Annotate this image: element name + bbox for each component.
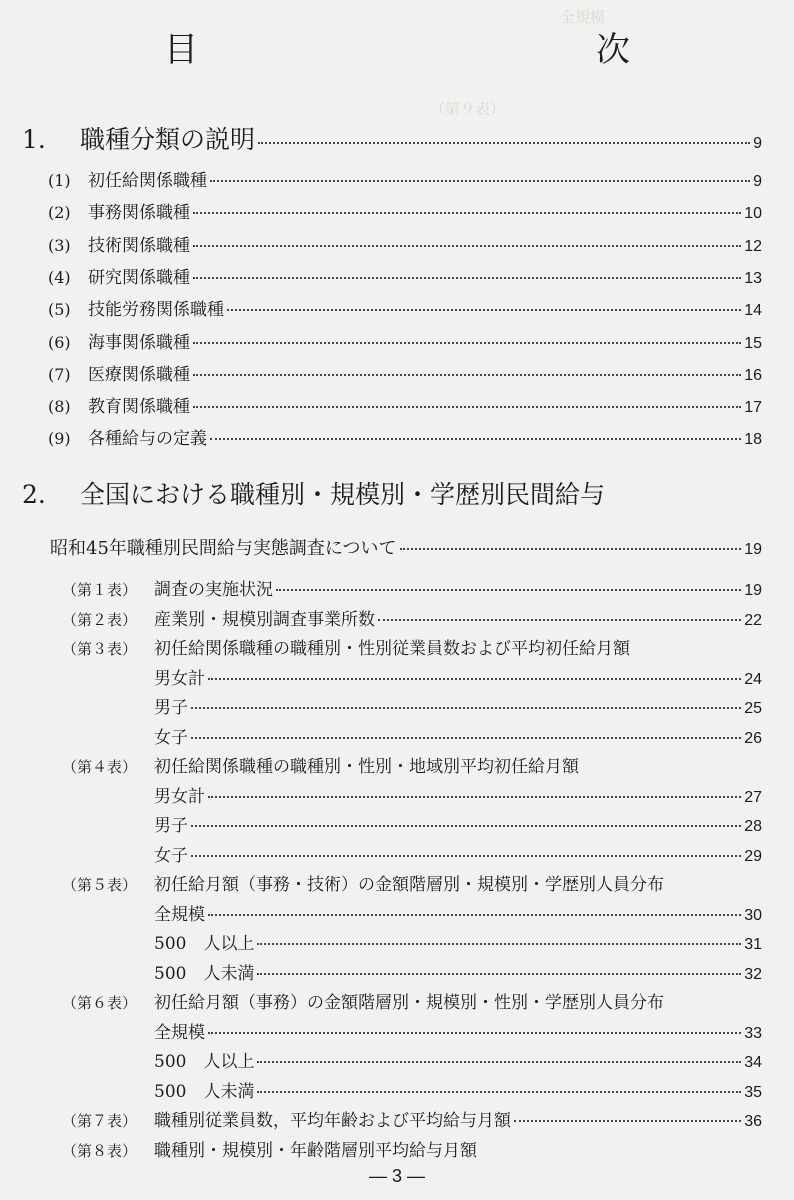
dot-leader	[191, 855, 741, 857]
dot-leader	[208, 678, 741, 680]
page-number: 9	[753, 173, 762, 190]
entry-index: (8)	[48, 397, 71, 417]
dot-leader	[257, 973, 741, 975]
entry-label: 初任給月額（事務）の金額階層別・規模別・性別・学歴別人員分布	[154, 993, 664, 1013]
dot-leader	[257, 1091, 741, 1093]
toc-table-subentry[interactable]	[154, 1077, 762, 1101]
page-number: 24	[744, 670, 762, 688]
page-number: 19	[744, 582, 762, 599]
entry-index: (6)	[48, 332, 71, 352]
page-number: 32	[744, 965, 762, 983]
dot-leader	[191, 825, 741, 827]
survey-entry[interactable]	[50, 534, 762, 558]
page-number: 13	[744, 269, 762, 287]
page-number: 26	[744, 729, 762, 747]
entry-label: 技術関係職種	[88, 235, 190, 256]
toc-table-entry[interactable]	[62, 575, 762, 599]
toc-table-subentry[interactable]	[154, 811, 762, 835]
page-number: 18	[744, 431, 762, 449]
entry-label: 500 人未満	[154, 1081, 255, 1102]
page-number: 29	[744, 847, 762, 865]
entry-label: 男子	[154, 698, 188, 718]
toc-table-entry[interactable]	[62, 1136, 762, 1160]
entry-label: 男子	[154, 816, 188, 836]
entry-label: 研究関係職種	[88, 267, 190, 288]
dot-leader	[227, 309, 741, 311]
page-number: 10	[744, 205, 762, 223]
entry-label: 職種別従業員数，平均年齢および平均給与月額	[154, 1111, 511, 1131]
entry-label: 女子	[154, 845, 188, 866]
page-number: 31	[744, 936, 762, 953]
dot-leader	[208, 914, 741, 916]
entry-label: 各種給与の定義	[88, 429, 207, 450]
page-footer: — 3 —	[368, 1166, 425, 1186]
toc-table-entry[interactable]	[62, 988, 762, 1012]
entry-index: （第８表）	[62, 1141, 138, 1160]
page-number: 33	[744, 1024, 762, 1042]
toc-subsection-entry[interactable]	[48, 328, 762, 352]
toc-table-subentry[interactable]	[154, 1047, 762, 1071]
dot-leader	[514, 1120, 741, 1122]
entry-index: （第２表）	[62, 610, 138, 629]
dot-leader	[257, 1061, 741, 1063]
entry-label: 500 人未満	[154, 963, 255, 984]
entry-label: 初任給関係職種	[88, 171, 207, 191]
dot-leader	[191, 707, 741, 709]
toc-subsection-entry[interactable]	[48, 231, 762, 255]
toc-table-entry[interactable]	[62, 752, 762, 776]
page-number: 14	[744, 302, 762, 320]
entry-index: (3)	[48, 235, 71, 255]
dot-leader	[210, 438, 741, 440]
toc-table-subentry[interactable]	[154, 900, 762, 924]
entry-label: 教育関係職種	[88, 397, 190, 418]
dot-leader	[193, 406, 741, 408]
section-2-number: 2.	[22, 480, 46, 509]
entry-label: 全規模	[154, 1022, 205, 1043]
entry-index: （第６表）	[62, 994, 138, 1012]
page-number: 12	[744, 237, 762, 255]
toc-table-subentry[interactable]	[154, 959, 762, 983]
toc-table-subentry[interactable]	[154, 782, 762, 806]
dot-leader	[400, 548, 742, 550]
page-number: 15	[744, 334, 762, 352]
entry-index: (1)	[48, 171, 71, 190]
entry-index: （第４表）	[62, 758, 138, 776]
entry-index: （第３表）	[62, 640, 138, 658]
dot-leader	[378, 619, 741, 621]
section-2-label: 全国における職種別・規模別・学歴別民間給与	[80, 480, 606, 509]
toc-subsection-entry[interactable]	[48, 392, 762, 416]
entry-label: 技能労務関係職種	[88, 300, 224, 321]
dot-leader	[208, 1032, 741, 1034]
bleed-through-text: 全規模	[560, 8, 606, 26]
section-1-label: 職種分類の説明	[80, 125, 256, 154]
entry-label: 初任給月額（事務・技術）の金額階層別・規模別・学歴別人員分布	[154, 875, 664, 895]
entry-label: 女子	[154, 727, 188, 748]
page-number: 30	[744, 906, 762, 924]
entry-index: （第７表）	[62, 1112, 138, 1130]
section-2-heading[interactable]	[22, 475, 605, 511]
toc-table-subentry[interactable]	[154, 664, 762, 688]
bleed-through-text: （第９表）	[430, 100, 506, 118]
dot-leader	[193, 342, 741, 344]
entry-label: 全規模	[154, 904, 205, 925]
toc-subsection-entry[interactable]	[48, 424, 762, 448]
toc-table-entry[interactable]	[62, 870, 762, 894]
page-number: 17	[744, 399, 762, 417]
entry-label: 男女計	[154, 786, 205, 807]
entry-label: 男女計	[154, 668, 205, 689]
toc-table-entry[interactable]	[62, 634, 762, 658]
dot-leader	[193, 277, 741, 279]
dot-leader	[276, 589, 741, 591]
section-1-heading[interactable]	[22, 120, 762, 152]
toc-subsection-entry[interactable]	[48, 198, 762, 222]
toc-table-subentry[interactable]	[154, 1018, 762, 1042]
page-number: 22	[744, 611, 762, 629]
dot-leader	[191, 737, 741, 739]
entry-label: 初任給関係職種の職種別・性別・地域別平均初任給月額	[154, 757, 579, 777]
dot-leader	[208, 796, 741, 798]
page-title: 目 次	[164, 30, 740, 70]
page-number: 27	[744, 788, 762, 806]
toc-table-entry[interactable]	[62, 1106, 762, 1130]
entry-label: 調査の実施状況	[154, 580, 273, 600]
entry-index: (2)	[48, 203, 71, 223]
entry-label: 500 人以上	[154, 934, 255, 954]
entry-label: 500 人以上	[154, 1052, 255, 1072]
entry-label: 事務関係職種	[88, 203, 190, 224]
dot-leader	[258, 142, 750, 144]
entry-label: 職種別・規模別・年齢階層別平均給与月額	[154, 1140, 477, 1161]
entry-index: (4)	[48, 267, 71, 287]
page-number: 19	[744, 541, 762, 558]
page-number: 25	[744, 700, 762, 717]
toc-subsection-entry[interactable]	[48, 166, 762, 190]
toc-table-subentry[interactable]	[154, 693, 762, 717]
toc-subsection-entry[interactable]	[48, 295, 762, 319]
entry-index: (5)	[48, 300, 71, 320]
entry-index: (9)	[48, 429, 71, 449]
section-1-number: 1.	[22, 125, 46, 154]
page-number: 9	[753, 135, 762, 152]
survey-label: 昭和45年職種別民間給与実態調査について	[50, 538, 397, 559]
page-number: 36	[744, 1113, 762, 1130]
page-number: 28	[744, 818, 762, 835]
toc-table-entry[interactable]	[62, 605, 762, 629]
toc-subsection-entry[interactable]	[48, 360, 762, 384]
dot-leader	[193, 212, 741, 214]
dot-leader	[257, 943, 741, 945]
page-number: 16	[744, 366, 762, 384]
entry-index: （第１表）	[62, 581, 138, 599]
dot-leader	[193, 245, 741, 247]
entry-label: 産業別・規模別調査事業所数	[154, 609, 375, 630]
toc-table-subentry[interactable]	[154, 929, 762, 953]
entry-label: 海事関係職種	[88, 332, 190, 353]
dot-leader	[193, 374, 741, 376]
page-number: 35	[744, 1083, 762, 1101]
entry-index: （第５表）	[62, 876, 138, 894]
entry-label: 医療関係職種	[88, 364, 190, 385]
page-number: 34	[744, 1054, 762, 1071]
dot-leader	[210, 180, 750, 182]
toc-table-subentry[interactable]	[154, 723, 762, 747]
entry-label: 初任給関係職種の職種別・性別従業員数および平均初任給月額	[154, 639, 630, 659]
toc-table-subentry[interactable]	[154, 841, 762, 865]
entry-index: (7)	[48, 364, 71, 384]
toc-subsection-entry[interactable]	[48, 263, 762, 287]
